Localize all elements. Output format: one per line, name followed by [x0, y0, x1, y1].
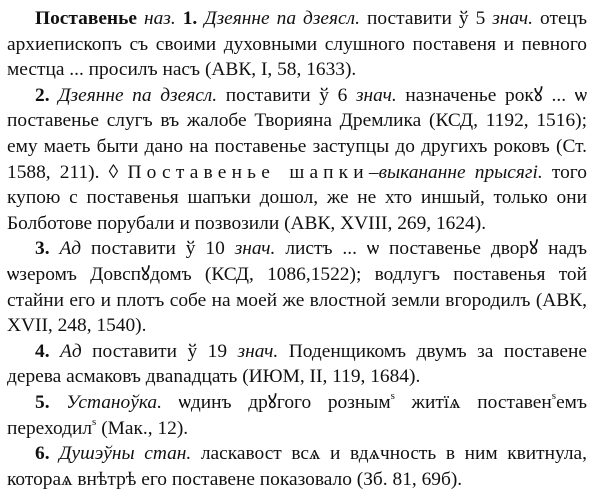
citation: житїѧ поставен — [411, 391, 552, 413]
citation: ласкавост всѧ и вдѧчность в ним квитнула, котораѧ внѣтрѣ его поставене показовало — [7, 443, 587, 490]
sense-5 — [7, 390, 587, 441]
reference-verb: поставити — [366, 8, 452, 29]
sense-1 — [7, 6, 587, 83]
citation: водлугъ поставенья той стайни его и плотъ собе на моей же влостной земли вгородилъ — [7, 263, 587, 311]
sense-gloss: Ад — [59, 238, 82, 260]
sense-number: 2. — [35, 84, 50, 106]
sense-gloss: Дзеянне па дзеясл. — [58, 84, 218, 106]
superscript: ѕ — [551, 390, 557, 403]
reference-verb: поставити — [225, 84, 311, 106]
phrase: Поставенье шапки — [127, 161, 369, 183]
reference-mark: ў 19 — [187, 340, 228, 362]
citation-source: (АВК, XVIII, 269, 1624). — [284, 212, 487, 234]
sense-6 — [7, 441, 587, 492]
sense-number: 4. — [35, 340, 50, 362]
reference-verb: поставити — [92, 340, 178, 362]
headword: Поставенье — [35, 8, 137, 29]
reference-znach: знач. — [492, 8, 534, 29]
sense-number: 5. — [35, 391, 50, 413]
citation-source: (Мак., 12). — [101, 417, 189, 439]
sense-number: 3. — [35, 238, 50, 260]
citation: листъ ... ѡ поставенье дворꙋ надъ ѡзеромъ Довспꙋдомъ — [7, 238, 587, 285]
citation: того купою с поставенья шапъки дошол, же не хто иншый, только они Болботове порубали и позвозили — [7, 161, 587, 234]
citation: емъ переходил — [7, 391, 587, 439]
reference-znach: знач. — [355, 84, 397, 106]
reference-znach: знач. — [237, 340, 279, 362]
sense-3 — [7, 236, 587, 338]
citation-source: (Ст. 1588, 211). — [7, 135, 587, 183]
sense-gloss: Устаноўка. — [66, 391, 162, 413]
citation: Поденщикомъ двумъ за поставене дерева асмаковъ двanадцать — [7, 340, 587, 388]
citation: ѡдинъ дрꙋгого розным — [178, 391, 391, 413]
reference-mark: ў 10 — [185, 238, 225, 260]
sense-gloss: Дзеянне па дзеясл. — [204, 8, 360, 29]
sense-2 — [7, 83, 587, 237]
phrase-gloss: выкананне прысягі. — [378, 161, 543, 183]
sense-4 — [7, 339, 587, 390]
citation-source: (КСД, 1086,1522); — [204, 263, 362, 285]
diamond-icon: ◊ — [108, 161, 119, 183]
sense-number: 6. — [35, 443, 50, 465]
reference-mark: ў 6 — [319, 84, 348, 106]
citation: ему маеть быти дано на поставенье заступцы до другихъ роковъ — [7, 135, 550, 157]
reference-verb: поставити — [91, 238, 176, 260]
part-of-speech: наз. — [143, 8, 176, 29]
citation: отецъ архиепископъ съ своими духовными слушного поставеня и певного местца ... просилъ насъ — [7, 8, 587, 81]
sense-gloss: Душэўны стан. — [59, 443, 192, 465]
dash: – — [368, 161, 379, 183]
citation: назначенье рокꙋ ... ѡ поставенье слугъ въ жалобе Твориянa Дремлика — [7, 84, 587, 132]
superscript: ѕ — [390, 390, 395, 403]
citation-source: (Зб. 81, 69б). — [356, 468, 463, 490]
citation-source: (АВК, XVII, 248, 1540). — [7, 289, 587, 337]
sense-gloss: Ад — [60, 340, 82, 362]
reference-znach: знач. — [234, 238, 276, 260]
sense-number: 1. — [182, 8, 198, 29]
superscript: ѕ — [92, 416, 97, 429]
reference-mark: ў 5 — [458, 8, 486, 29]
citation-source: (КСД, 1192, 1516); — [429, 110, 587, 132]
citation-source: (АВК, І, 58, 1633). — [204, 59, 357, 81]
citation-source: (ИЮМ, II, 119, 1684). — [242, 366, 421, 388]
